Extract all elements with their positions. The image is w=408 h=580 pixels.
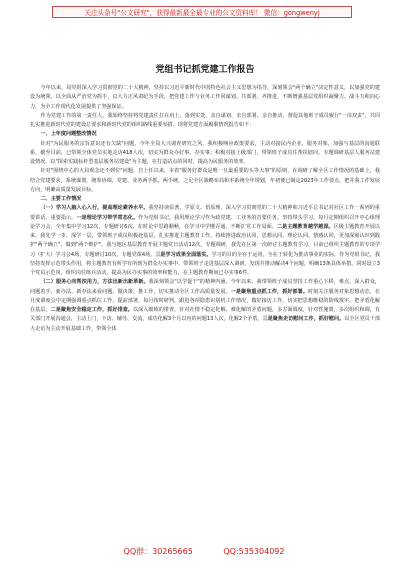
document-title: 党组书记抓党建工作报告 bbox=[155, 65, 255, 75]
footer bbox=[0, 546, 408, 558]
section-heading: 一、上年度问题整改情况 bbox=[40, 131, 97, 138]
body-paragraph: （二）服务心向帮扶用力，方法出新出新革新。我深刻领会"以学促干"的精神内涵，今年以来，我带领班子成员坚持工作重心下移，难点、深入群众，问题着手，新办法、新办法来看问题、做决策、推工作，切实推动全区工作高质量发展。一是聚焦重点抓工作，抓好部署。时刻关注服务对象思想动态，在月度调度会中定期强调重点抓住工作，提前部署，每月按时研判，跟进各项隐患识别机工作情况，做好接访工作，切实把思想维稳的防线筑牢，把矛盾化解在基层。二是聚焦安全稳定工作，抓好排查。以深入细致的排查，针对社情不稳定化解、难化解的矛盾问题，多方面调度，针对性施策，多次组织和调，有关部门开展沟通会，主动上门，下访、辅导、交流，成功化解3个月以内的问题13人次，化解2个矛盾。三是聚焦走访慰问工作，抓好慰问。以全区党员干部大走访为主动开展基础工作，带领全体 bbox=[30, 279, 380, 332]
footer-qq: QQ:535304092 bbox=[223, 547, 285, 556]
body-paragraph: （一）学习入脑入心入行，提高理论素养水平。我坚持读原著、学原文、悟原理，深入学习贯彻党的二十大精神和习近平总书记对社区工作一系列的重要讲话、重要指示，一是理论学习带学常态化。作为党组书记，我用理论学习作为政党建、工业务的首要任务，坚持带头学习，每月定期组织召开中心组理论学习会，全年集中学习12次，专题研讨6次，在时论中思路顺畅，在学习中学懂弄通，不断扩党工作局面。二是主题教育越学越深。区级主题教育开展以来，我先学一步、深学一层，带领班子成员积极赴基层，扎实推进主题教育工作，持续推进政治认同、思想认同、理论认同、情感认同，更加深刻认识到践护"两个确立"、做到"两个维护"。我与地区基层教育开展主题党日活动12次，专题调研，我先在区第一次研讨主题教育学习，目前已组织主题教育的专项学习（扩大）学习会4场，专题研讨10次，专题党课4场。三是学习成果全面落实。学习的目的全在于运用，全在于转化为推动事业的实际，作为党组书记，我坚持发挥示范带头作用，将主题教育有所学有所到为群众办实事中，带领班子走进基层深入调研，发现并推动解决4个问题，明确13条具体举措。同时设立3个党员示范岗，组织岗位练兵活动，提高为民办实事的效率和能力，在主题教育期间已办实事6件。 bbox=[30, 205, 380, 276]
top-banner[interactable]: 关注头条号"公文研究"，获得最新最全最专业的公文资料库！ 微信：gongwenyj bbox=[52, 6, 352, 18]
document-page bbox=[30, 62, 380, 542]
body-paragraph: 今年以来，局党组深入学习贯彻党的二十大精神，坚持以习近平新时代中国特色社会主义思想为指导，深刻领会"两个确立"决定性意义，以加强党的建设为统领，以全面从严治党为抓手，以大力正风肃纪为手段，把党建工作与业务工作同谋划、共部署、齐推进，不断增强基层党组织凝聚力、战斗力和向心力，为全工作现代化发展提供了坚强保证。 bbox=[30, 85, 380, 110]
body-paragraph: 针对"围绕中心的大局观念还不到位"问题，自上任以来，本着"服务好群众是唯一且最重要的头等大事"的原则，在调研了解全区工作情况的基础上，我结合党建要求，系统谋划，统筹协调、党建、业务两手抓、两手硬，之足全区战略布局和本系统全年规划，年初便已制定2023年工作要点，把并我工作发展方向，明确高质量发展目标。 bbox=[30, 168, 380, 193]
section-heading: 二、主要工作情况 bbox=[40, 196, 82, 202]
document-body bbox=[30, 84, 380, 334]
body-paragraph: 作为党建工作的第一责任人，我始终坚持将党建责任扛在肩上、落到实处，亲自谋划、亲自部署、亲自推动，督促其他班子成员履行"一岗双责"，共同扎实推进新时代党的建设总要求和新时代党的组织路线重要举措。现将党建方面履职情况报告如下： bbox=[30, 112, 380, 128]
body-paragraph: 针对"为民服务的宗旨意识还有欠缺"问题，今年全局大兴调查研究之风，我积极响应政策要求，主动对接民内企业，服务对象，加强与基层的沟通联系，截至目前，已带领全体党员实地走访418人次，切实为群众办好事、办实事；积极对接上级部门，带领班子成员往帮扶慰问，专题调研基层人服务站建设情况，以"探索实践标杆型基层服务站建设"为主题，在打造站点的同时，提高为民服务的效率。 bbox=[30, 140, 380, 165]
footer-qq-group: QQ群：30265665 bbox=[123, 547, 193, 556]
